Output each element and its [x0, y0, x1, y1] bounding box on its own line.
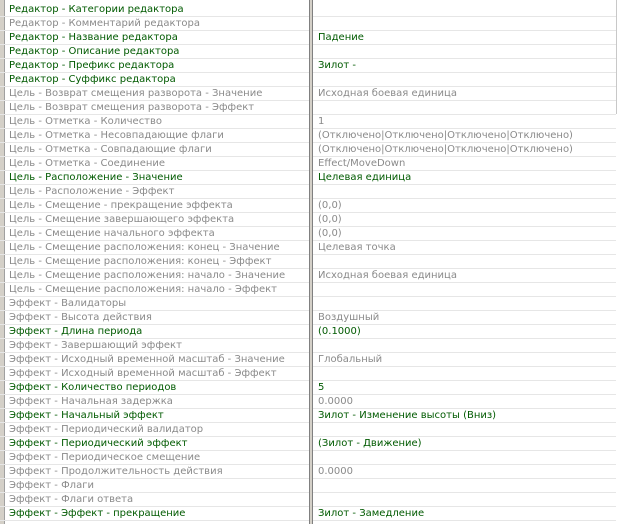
- property-row[interactable]: [0, 367, 616, 381]
- property-rows: [0, 3, 616, 521]
- property-name: Цель - Смещение расположения: начало - Эффект: [9, 284, 277, 295]
- property-row[interactable]: [0, 479, 616, 493]
- property-row[interactable]: [0, 353, 616, 367]
- property-name: Редактор - Префикс редактора: [9, 60, 175, 71]
- property-row[interactable]: [0, 451, 616, 465]
- property-name: Эффект - Периодический эффект: [9, 438, 188, 449]
- property-name: Эффект - Начальная задержка: [9, 396, 173, 407]
- property-row[interactable]: [0, 423, 616, 437]
- property-name: Эффект - Количество периодов: [9, 382, 177, 393]
- property-row[interactable]: [0, 185, 616, 199]
- property-value[interactable]: Зилот - Изменение высоты (Вниз): [318, 410, 497, 421]
- property-row[interactable]: [0, 311, 616, 325]
- right-edge-panel: [616, 0, 627, 114]
- property-name: Цель - Отметка - Соединение: [9, 158, 166, 169]
- property-value[interactable]: Effect/MoveDown: [318, 158, 406, 169]
- property-value[interactable]: Целевая единица: [318, 172, 412, 183]
- property-name: Цель - Смещение расположения: конец - Эффект: [9, 256, 272, 267]
- property-value[interactable]: Исходная боевая единица: [318, 88, 457, 99]
- property-name: Редактор - Название редактора: [9, 32, 178, 43]
- property-name: Цель - Возврат смещения разворота - Значение: [9, 88, 263, 99]
- property-row[interactable]: [0, 395, 616, 409]
- property-name: Эффект - Флаги: [9, 480, 94, 491]
- property-row[interactable]: [0, 143, 616, 157]
- property-row[interactable]: [0, 409, 616, 423]
- property-value[interactable]: (0,0): [318, 214, 342, 225]
- property-value[interactable]: 0.0000: [318, 396, 353, 407]
- property-name: Цель - Смещение начального эффекта: [9, 228, 215, 239]
- property-value[interactable]: Зилот - Замедление: [318, 508, 425, 519]
- property-name: Цель - Возврат смещения разворота - Эффект: [9, 102, 255, 113]
- property-row[interactable]: [0, 115, 616, 129]
- property-value[interactable]: (0.1000): [318, 326, 361, 337]
- property-row[interactable]: [0, 283, 616, 297]
- property-name: Цель - Отметка - Количество: [9, 116, 163, 127]
- property-value[interactable]: 1: [318, 116, 325, 127]
- property-name: Эффект - Периодическое смещение: [9, 452, 201, 463]
- property-value[interactable]: Глобальный: [318, 354, 383, 365]
- property-name: Цель - Смещение завершающего эффекта: [9, 214, 235, 225]
- property-name: Цель - Смещение - прекращение эффекта: [9, 200, 233, 211]
- property-name: Цель - Расположение - Эффект: [9, 186, 175, 197]
- property-name: Редактор - Описание редактора: [9, 46, 180, 57]
- property-value[interactable]: Целевая точка: [318, 242, 396, 253]
- property-name: Цель - Расположение - Значение: [9, 172, 183, 183]
- property-value[interactable]: (Зилот - Движение): [318, 438, 422, 449]
- property-row[interactable]: [0, 199, 616, 213]
- column-splitter[interactable]: [309, 0, 313, 524]
- property-row[interactable]: [0, 269, 616, 283]
- property-row[interactable]: [0, 31, 616, 45]
- property-row[interactable]: [0, 45, 616, 59]
- property-row[interactable]: [0, 507, 616, 521]
- property-value[interactable]: Падение: [318, 32, 364, 43]
- property-name: Цель - Смещение расположения: начало - Значение: [9, 270, 286, 281]
- property-row[interactable]: [0, 129, 616, 143]
- property-name: Цель - Смещение расположения: конец - Значение: [9, 242, 280, 253]
- property-row[interactable]: [0, 255, 616, 269]
- property-row[interactable]: [0, 87, 616, 101]
- property-value[interactable]: Зилот -: [318, 60, 357, 71]
- property-name: Редактор - Суффикс редактора: [9, 74, 176, 85]
- property-row[interactable]: [0, 17, 616, 31]
- property-name: Эффект - Высота действия: [9, 312, 152, 323]
- property-row[interactable]: [0, 297, 616, 311]
- property-value[interactable]: (Отключено|Отключено|Отключено|Отключено): [318, 130, 573, 141]
- property-name: Эффект - Длина периода: [9, 326, 143, 337]
- property-name: Эффект - Периодический валидатор: [9, 424, 204, 435]
- property-name: Эффект - Исходный временной масштаб - Эффект: [9, 368, 277, 379]
- property-name: Эффект - Флаги ответа: [9, 494, 134, 505]
- property-value[interactable]: Воздушный: [318, 312, 380, 323]
- property-row[interactable]: [0, 465, 616, 479]
- property-row[interactable]: [0, 213, 616, 227]
- property-name: Цель - Отметка - Совпадающие флаги: [9, 144, 212, 155]
- property-row[interactable]: [0, 339, 616, 353]
- property-name: Редактор - Категории редактора: [9, 4, 184, 15]
- property-value[interactable]: (0,0): [318, 200, 342, 211]
- property-row[interactable]: [0, 437, 616, 451]
- property-row[interactable]: [0, 241, 616, 255]
- property-row[interactable]: [0, 59, 616, 73]
- property-name: Цель - Отметка - Несовпадающие флаги: [9, 130, 224, 141]
- property-value[interactable]: 0.0000: [318, 466, 353, 477]
- property-row[interactable]: [0, 493, 616, 507]
- property-row[interactable]: [0, 3, 616, 17]
- property-row[interactable]: [0, 325, 616, 339]
- property-name: Эффект - Эффект - прекращение: [9, 508, 186, 519]
- property-name: Редактор - Комментарий редактора: [9, 18, 200, 29]
- property-row[interactable]: [0, 227, 616, 241]
- property-row[interactable]: [0, 101, 616, 115]
- property-value[interactable]: 5: [318, 382, 325, 393]
- property-value[interactable]: (Отключено|Отключено|Отключено|Отключено): [318, 144, 573, 155]
- property-name: Эффект - Начальный эффект: [9, 410, 164, 421]
- property-row[interactable]: [0, 157, 616, 171]
- property-row[interactable]: [0, 171, 616, 185]
- property-value[interactable]: Исходная боевая единица: [318, 270, 457, 281]
- property-name: Эффект - Валидаторы: [9, 298, 127, 309]
- property-name: Эффект - Завершающий эффект: [9, 340, 182, 351]
- property-row[interactable]: [0, 73, 616, 87]
- property-name: Эффект - Продолжительность действия: [9, 466, 223, 477]
- property-name: Эффект - Исходный временной масштаб - Значение: [9, 354, 285, 365]
- property-row[interactable]: [0, 381, 616, 395]
- property-value[interactable]: (0,0): [318, 228, 342, 239]
